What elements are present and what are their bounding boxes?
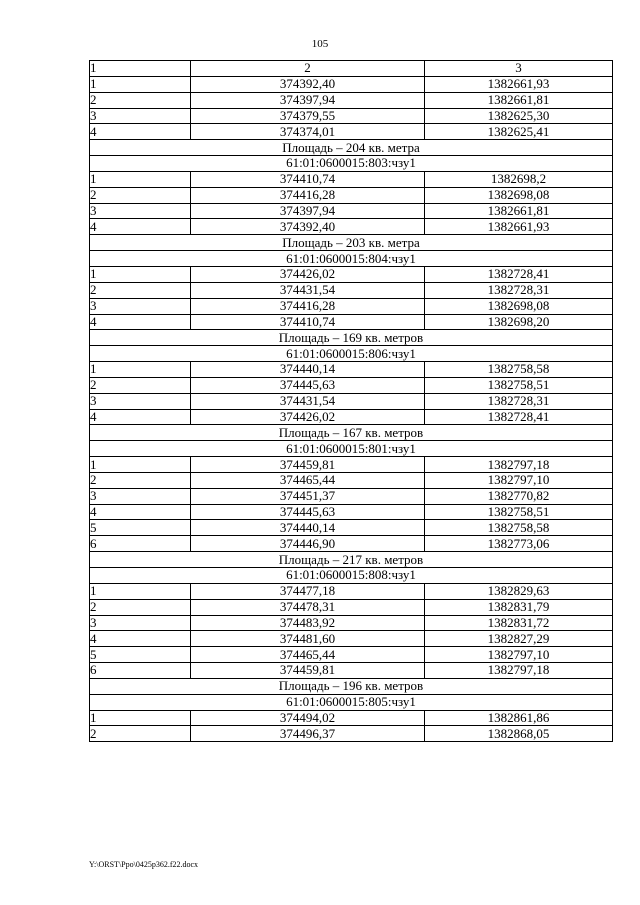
- x-coordinate-cell: 374440,14: [191, 520, 425, 536]
- y-coordinate-cell: 1382758,51: [425, 504, 613, 520]
- x-coordinate-cell: 374481,60: [191, 631, 425, 647]
- y-coordinate-cell: 1382698,20: [425, 314, 613, 330]
- table-caption-row: [90, 552, 613, 568]
- table-row: [90, 314, 613, 330]
- point-number-cell: 2: [90, 377, 191, 393]
- point-number-cell: 1: [90, 457, 191, 473]
- table-row: [90, 203, 613, 219]
- y-coordinate-cell: 1382827,29: [425, 631, 613, 647]
- table-row: [90, 393, 613, 409]
- point-number-cell: 4: [90, 504, 191, 520]
- table-row: [90, 504, 613, 520]
- table-header-row: [90, 61, 613, 77]
- point-number-cell: 2: [90, 472, 191, 488]
- x-coordinate-cell: 374478,31: [191, 599, 425, 615]
- caption-cell: 61:01:0600015:805:чзу1: [90, 694, 613, 710]
- x-coordinate-cell: 374416,28: [191, 187, 425, 203]
- point-number-cell: 4: [90, 219, 191, 235]
- point-number-cell: 6: [90, 536, 191, 552]
- point-number-cell: 1: [90, 266, 191, 282]
- table-row: [90, 647, 613, 663]
- table-caption-row: [90, 346, 613, 362]
- x-coordinate-cell: 374459,81: [191, 457, 425, 473]
- table-row: [90, 583, 613, 599]
- point-number-cell: 3: [90, 615, 191, 631]
- table-row: [90, 76, 613, 92]
- table-row: [90, 615, 613, 631]
- x-coordinate-cell: 374410,74: [191, 171, 425, 187]
- point-number-cell: 1: [90, 76, 191, 92]
- table-row: [90, 219, 613, 235]
- caption-cell: 61:01:0600015:803:чзу1: [90, 156, 613, 172]
- point-number-cell: 3: [90, 108, 191, 124]
- table-row: [90, 536, 613, 552]
- table-row: [90, 282, 613, 298]
- y-coordinate-cell: 1382797,10: [425, 472, 613, 488]
- point-number-cell: 2: [90, 282, 191, 298]
- y-coordinate-cell: 1382797,10: [425, 647, 613, 663]
- y-coordinate-cell: 1382661,81: [425, 92, 613, 108]
- x-coordinate-cell: 374416,28: [191, 298, 425, 314]
- point-number-cell: 4: [90, 314, 191, 330]
- point-number-cell: 1: [90, 710, 191, 726]
- table-row: [90, 599, 613, 615]
- caption-cell: Площадь – 217 кв. метров: [90, 552, 613, 568]
- y-coordinate-cell: 1382829,63: [425, 583, 613, 599]
- point-number-cell: 5: [90, 520, 191, 536]
- y-coordinate-cell: 1382758,58: [425, 520, 613, 536]
- x-coordinate-cell: 374446,90: [191, 536, 425, 552]
- point-number-cell: 1: [90, 583, 191, 599]
- y-coordinate-cell: 1382770,82: [425, 488, 613, 504]
- point-number-cell: 2: [90, 726, 191, 742]
- point-number-cell: 6: [90, 663, 191, 679]
- table-caption-row: [90, 425, 613, 441]
- y-coordinate-cell: 1382773,06: [425, 536, 613, 552]
- table-row: [90, 187, 613, 203]
- table-row: [90, 726, 613, 742]
- table-caption-row: [90, 140, 613, 156]
- x-coordinate-cell: 374410,74: [191, 314, 425, 330]
- y-coordinate-cell: 1382625,41: [425, 124, 613, 140]
- y-coordinate-cell: 1382758,51: [425, 377, 613, 393]
- point-number-cell: 3: [90, 203, 191, 219]
- x-coordinate-cell: 374440,14: [191, 362, 425, 378]
- point-number-cell: 4: [90, 124, 191, 140]
- table-row: [90, 472, 613, 488]
- y-coordinate-cell: 1382797,18: [425, 663, 613, 679]
- x-coordinate-cell: 374465,44: [191, 472, 425, 488]
- table-row: [90, 631, 613, 647]
- table-caption-row: [90, 235, 613, 251]
- x-coordinate-cell: 374477,18: [191, 583, 425, 599]
- column-header-3: 3: [425, 61, 613, 77]
- point-number-cell: 2: [90, 187, 191, 203]
- coordinates-table: [89, 60, 613, 742]
- caption-cell: 61:01:0600015:808:чзу1: [90, 568, 613, 584]
- column-header-2: 2: [191, 61, 425, 77]
- table-caption-row: [90, 330, 613, 346]
- x-coordinate-cell: 374426,02: [191, 266, 425, 282]
- table-row: [90, 298, 613, 314]
- x-coordinate-cell: 374445,63: [191, 504, 425, 520]
- table-caption-row: [90, 251, 613, 267]
- y-coordinate-cell: 1382698,08: [425, 187, 613, 203]
- caption-cell: Площадь – 204 кв. метра: [90, 140, 613, 156]
- y-coordinate-cell: 1382831,79: [425, 599, 613, 615]
- table-row: [90, 362, 613, 378]
- x-coordinate-cell: 374392,40: [191, 76, 425, 92]
- y-coordinate-cell: 1382728,31: [425, 393, 613, 409]
- x-coordinate-cell: 374374,01: [191, 124, 425, 140]
- caption-cell: 61:01:0600015:801:чзу1: [90, 441, 613, 457]
- caption-cell: Площадь – 169 кв. метров: [90, 330, 613, 346]
- table-row: [90, 124, 613, 140]
- caption-cell: 61:01:0600015:804:чзу1: [90, 251, 613, 267]
- x-coordinate-cell: 374465,44: [191, 647, 425, 663]
- x-coordinate-cell: 374379,55: [191, 108, 425, 124]
- table-row: [90, 108, 613, 124]
- table-row: [90, 710, 613, 726]
- y-coordinate-cell: 1382728,31: [425, 282, 613, 298]
- table-row: [90, 488, 613, 504]
- point-number-cell: 4: [90, 631, 191, 647]
- x-coordinate-cell: 374483,92: [191, 615, 425, 631]
- caption-cell: Площадь – 203 кв. метра: [90, 235, 613, 251]
- point-number-cell: 2: [90, 92, 191, 108]
- y-coordinate-cell: 1382831,72: [425, 615, 613, 631]
- table-row: [90, 377, 613, 393]
- point-number-cell: 2: [90, 599, 191, 615]
- x-coordinate-cell: 374397,94: [191, 92, 425, 108]
- y-coordinate-cell: 1382698,08: [425, 298, 613, 314]
- y-coordinate-cell: 1382661,93: [425, 219, 613, 235]
- table-row: [90, 457, 613, 473]
- page-number: 105: [311, 38, 329, 50]
- y-coordinate-cell: 1382698,2: [425, 171, 613, 187]
- y-coordinate-cell: 1382861,86: [425, 710, 613, 726]
- y-coordinate-cell: 1382728,41: [425, 266, 613, 282]
- table-caption-row: [90, 694, 613, 710]
- x-coordinate-cell: 374426,02: [191, 409, 425, 425]
- x-coordinate-cell: 374459,81: [191, 663, 425, 679]
- caption-cell: Площадь – 167 кв. метров: [90, 425, 613, 441]
- caption-cell: Площадь – 196 кв. метров: [90, 678, 613, 694]
- point-number-cell: 3: [90, 298, 191, 314]
- table-row: [90, 663, 613, 679]
- point-number-cell: 3: [90, 393, 191, 409]
- x-coordinate-cell: 374494,02: [191, 710, 425, 726]
- point-number-cell: 3: [90, 488, 191, 504]
- y-coordinate-cell: 1382625,30: [425, 108, 613, 124]
- y-coordinate-cell: 1382758,58: [425, 362, 613, 378]
- x-coordinate-cell: 374397,94: [191, 203, 425, 219]
- x-coordinate-cell: 374445,63: [191, 377, 425, 393]
- coordinates-table-body: [90, 61, 613, 742]
- point-number-cell: 5: [90, 647, 191, 663]
- table-row: [90, 266, 613, 282]
- point-number-cell: 1: [90, 171, 191, 187]
- table-row: [90, 409, 613, 425]
- y-coordinate-cell: 1382797,18: [425, 457, 613, 473]
- caption-cell: 61:01:0600015:806:чзу1: [90, 346, 613, 362]
- file-path-footer: Y:\ORST\Ppo\0425p362.f22.docx: [89, 860, 199, 869]
- y-coordinate-cell: 1382868,05: [425, 726, 613, 742]
- table-caption-row: [90, 441, 613, 457]
- point-number-cell: 4: [90, 409, 191, 425]
- table-caption-row: [90, 568, 613, 584]
- table-row: [90, 92, 613, 108]
- point-number-cell: 1: [90, 362, 191, 378]
- x-coordinate-cell: 374431,54: [191, 393, 425, 409]
- table-caption-row: [90, 156, 613, 172]
- x-coordinate-cell: 374451,37: [191, 488, 425, 504]
- x-coordinate-cell: 374392,40: [191, 219, 425, 235]
- y-coordinate-cell: 1382728,41: [425, 409, 613, 425]
- y-coordinate-cell: 1382661,93: [425, 76, 613, 92]
- x-coordinate-cell: 374431,54: [191, 282, 425, 298]
- x-coordinate-cell: 374496,37: [191, 726, 425, 742]
- y-coordinate-cell: 1382661,81: [425, 203, 613, 219]
- table-caption-row: [90, 678, 613, 694]
- table-row: [90, 520, 613, 536]
- table-row: [90, 171, 613, 187]
- column-header-1: 1: [90, 61, 191, 77]
